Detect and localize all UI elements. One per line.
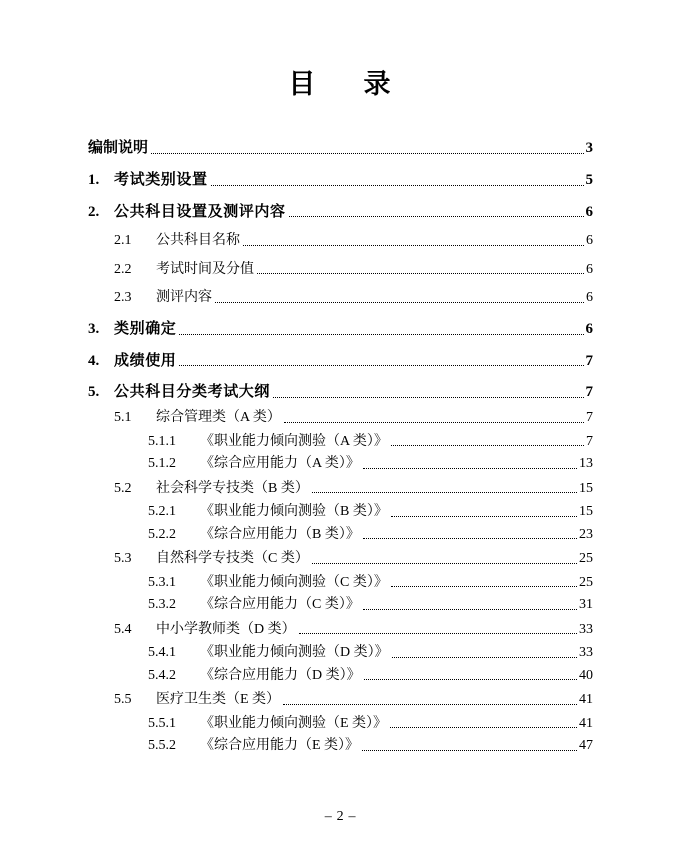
toc-entry-label: [148, 503, 388, 521]
toc-entry-page: 3: [585, 140, 593, 156]
toc-entry[interactable]: [88, 503, 593, 521]
toc-entry-label: [148, 667, 361, 685]
toc-entry-text: 《职业能力倾向测验（D 类）》: [200, 645, 389, 660]
toc-leader-dots: [391, 444, 584, 446]
toc-entry-text: 公共科目分类考试大纲: [114, 384, 271, 401]
toc-entry-label: [148, 526, 360, 544]
toc-entry-page: 41: [579, 715, 593, 731]
toc-leader-dots: [392, 656, 577, 658]
toc-leader-dots: [211, 184, 584, 186]
toc-entry[interactable]: [88, 621, 593, 639]
toc-entry-text: 成绩使用: [114, 352, 177, 369]
toc-entry-number: 2.3: [114, 290, 132, 306]
toc-entry-number: 2.: [88, 203, 100, 220]
toc-entry[interactable]: [88, 526, 593, 544]
toc-entry-number: 5.3.2: [148, 597, 176, 612]
toc-entry-label: [148, 433, 388, 451]
toc-entry-text: 医疗卫生类（E 类）: [156, 692, 281, 707]
toc-entry-text: 类别确定: [114, 320, 177, 337]
toc-leader-dots: [215, 301, 584, 303]
toc-entry[interactable]: [88, 171, 593, 190]
toc-entry-text: 自然科学专技类（C 类）: [156, 551, 309, 566]
toc-entry-label: [114, 691, 280, 709]
toc-entry-text: 考试类别设置: [114, 171, 208, 188]
toc-leader-dots: [284, 421, 584, 423]
toc-entry-page: 41: [579, 692, 593, 707]
toc-entry-label: [148, 574, 388, 592]
toc-entry-page: 6: [585, 320, 593, 337]
toc-entry-label: [114, 621, 296, 639]
toc-entry-label: [114, 409, 281, 427]
toc-entry-label: [114, 261, 254, 279]
toc-leader-dots: [363, 537, 577, 539]
table-of-contents: [88, 139, 593, 755]
toc-entry[interactable]: [88, 550, 593, 568]
toc-entry-label: [88, 383, 270, 402]
toc-entry-label: [114, 289, 212, 307]
toc-entry-number: 5.2.2: [148, 526, 176, 542]
toc-entry[interactable]: [88, 383, 593, 402]
toc-entry[interactable]: [88, 203, 593, 222]
toc-entry-label: [148, 596, 360, 614]
toc-entry-page: 25: [579, 551, 593, 566]
toc-entry[interactable]: [88, 644, 593, 662]
toc-entry-text: 考试时间及分值: [156, 261, 254, 277]
toc-entry-number: 5.2.1: [148, 504, 176, 519]
toc-entry-number: 2.2: [114, 261, 132, 277]
toc-entry[interactable]: [88, 139, 593, 158]
toc-leader-dots: [312, 562, 577, 564]
toc-entry[interactable]: [88, 455, 593, 473]
toc-leader-dots: [289, 215, 584, 217]
toc-entry-page: 13: [579, 456, 593, 471]
toc-entry[interactable]: [88, 737, 593, 755]
toc-entry[interactable]: [88, 320, 593, 339]
toc-entry-page: 6: [586, 290, 593, 306]
toc-entry-number: 5.2: [114, 480, 132, 496]
toc-entry-number: 5.4.2: [148, 667, 176, 683]
toc-leader-dots: [391, 515, 577, 517]
toc-entry-number: 5.4: [114, 621, 132, 637]
page-footer-number: – 2 –: [324, 809, 357, 824]
toc-entry-number: 5.: [88, 384, 100, 401]
toc-entry-number: 5.3.1: [148, 574, 176, 590]
toc-entry-text: 《综合应用能力（B 类）》: [200, 526, 360, 542]
toc-entry-label: [114, 550, 309, 568]
toc-leader-dots: [363, 608, 577, 610]
toc-entry-page: 15: [579, 480, 593, 496]
toc-entry-label: [148, 715, 387, 733]
page-title: [88, 62, 593, 101]
toc-entry[interactable]: [88, 691, 593, 709]
toc-leader-dots: [364, 678, 577, 680]
toc-entry-page: 47: [579, 738, 593, 753]
toc-entry-number: 5.5.2: [148, 738, 176, 753]
toc-leader-dots: [243, 244, 584, 246]
toc-entry-page: 6: [586, 261, 593, 277]
toc-entry-page: 33: [579, 621, 593, 637]
toc-entry[interactable]: [88, 409, 593, 427]
toc-entry-text: 《职业能力倾向测验（B 类）》: [200, 504, 388, 519]
toc-entry-label: [148, 737, 359, 755]
toc-entry-label: [148, 455, 360, 473]
toc-entry-number: 5.5.1: [148, 715, 176, 731]
toc-entry-page: 7: [586, 433, 593, 449]
toc-entry-page: 7: [586, 410, 593, 425]
toc-leader-dots: [179, 333, 583, 335]
toc-entry[interactable]: [88, 667, 593, 685]
toc-entry-number: 5.4.1: [148, 645, 176, 660]
toc-leader-dots: [273, 396, 583, 398]
toc-entry[interactable]: [88, 480, 593, 498]
toc-entry-label: [88, 320, 176, 339]
toc-leader-dots: [362, 749, 577, 751]
toc-entry-page: 40: [579, 667, 593, 683]
toc-entry-number: 5.3: [114, 551, 132, 566]
toc-entry-page: 7: [585, 384, 593, 401]
toc-entry-label: [114, 232, 240, 250]
toc-entry-page: 31: [579, 597, 593, 612]
toc-entry-number: 5.1.2: [148, 456, 176, 471]
toc-entry[interactable]: [88, 596, 593, 614]
toc-entry[interactable]: [88, 232, 593, 250]
toc-leader-dots: [363, 467, 577, 469]
toc-entry[interactable]: [88, 261, 593, 279]
toc-leader-dots: [390, 726, 577, 728]
toc-entry-page: 25: [579, 574, 593, 590]
toc-entry-page: 15: [579, 504, 593, 519]
toc-entry-number: 5.5: [114, 692, 132, 707]
toc-entry-text: 《综合应用能力（C 类）》: [200, 597, 360, 612]
toc-entry[interactable]: [88, 352, 593, 371]
toc-leader-dots: [179, 364, 583, 366]
page-title-char-1: 目: [288, 69, 318, 99]
toc-entry-page: 7: [585, 352, 593, 369]
toc-entry[interactable]: [88, 715, 593, 733]
toc-leader-dots: [257, 272, 584, 274]
toc-entry[interactable]: [88, 289, 593, 307]
document-page: [0, 62, 681, 861]
toc-entry-label: [148, 644, 389, 662]
page-title-char-2: 录: [363, 69, 393, 99]
toc-entry-page: 33: [579, 645, 593, 660]
toc-entry-text: 公共科目设置及测评内容: [114, 203, 286, 220]
toc-entry-label: [88, 352, 176, 371]
toc-entry-text: 社会科学专技类（B 类）: [156, 480, 309, 496]
toc-leader-dots: [299, 632, 577, 634]
toc-entry-number: 3.: [88, 320, 100, 337]
toc-entry-text: 《综合应用能力（D 类）》: [200, 667, 361, 683]
toc-entry-label: [88, 203, 286, 222]
toc-entry[interactable]: [88, 433, 593, 451]
toc-entry-label: [114, 480, 309, 498]
toc-leader-dots: [312, 491, 577, 493]
toc-entry-number: 5.1.1: [148, 433, 176, 449]
toc-entry-text: 综合管理类（A 类）: [156, 410, 281, 425]
toc-entry-page: 23: [579, 526, 593, 542]
toc-entry-text: 《职业能力倾向测验（C 类）》: [200, 574, 388, 590]
toc-entry-number: 5.1: [114, 410, 132, 425]
toc-entry-page: 6: [585, 203, 593, 220]
toc-entry-page: 5: [585, 171, 593, 188]
toc-leader-dots: [283, 703, 577, 705]
toc-entry-text: 《综合应用能力（A 类）》: [200, 456, 360, 471]
toc-entry-number: 4.: [88, 352, 100, 369]
toc-leader-dots: [391, 585, 577, 587]
toc-entry[interactable]: [88, 574, 593, 592]
toc-entry-page: 6: [586, 233, 593, 249]
toc-entry-text: 测评内容: [156, 290, 212, 306]
toc-entry-number: 1.: [88, 171, 100, 188]
toc-entry-number: 2.1: [114, 233, 132, 249]
toc-leader-dots: [151, 152, 583, 154]
toc-entry-text: 编制说明: [88, 140, 149, 156]
toc-entry-text: 《综合应用能力（E 类）》: [200, 738, 360, 753]
toc-entry-text: 《职业能力倾向测验（A 类）》: [200, 433, 388, 449]
toc-entry-label: [88, 171, 208, 190]
toc-entry-text: 中小学教师类（D 类）: [156, 621, 296, 637]
toc-entry-text: 公共科目名称: [156, 233, 240, 249]
toc-entry-text: 《职业能力倾向测验（E 类）》: [200, 715, 388, 731]
toc-entry-label: [88, 139, 148, 158]
